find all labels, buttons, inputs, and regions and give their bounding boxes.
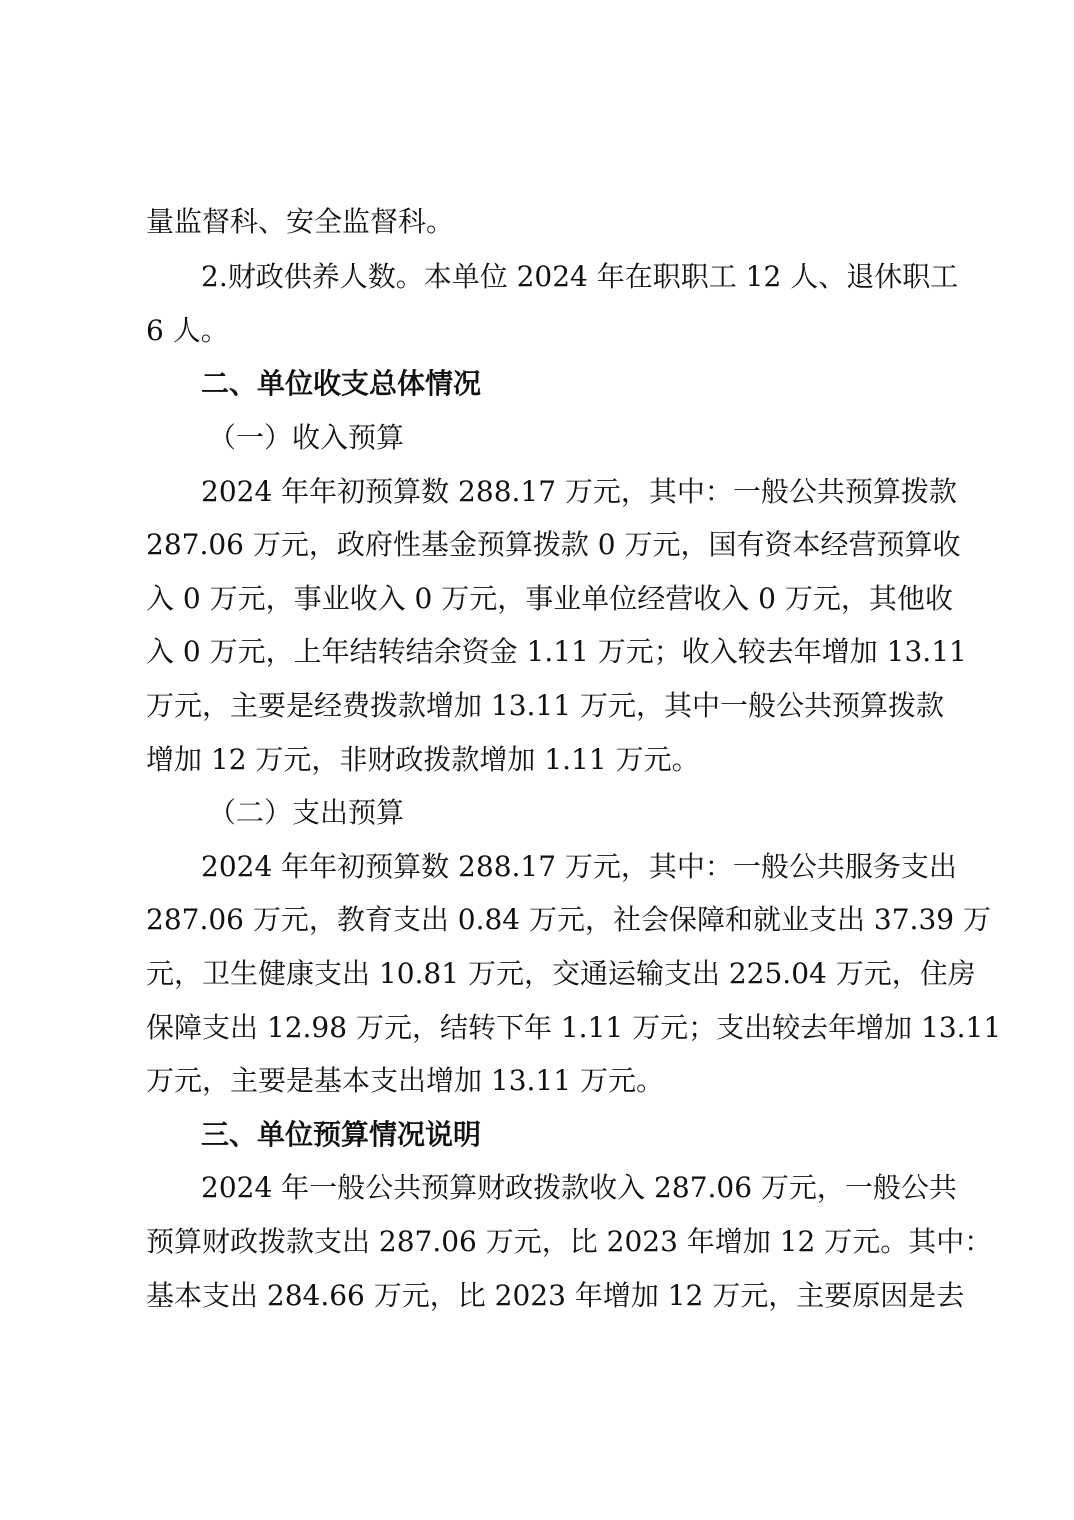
body-text-line: 基本支出 284.66 万元，比 2023 年增加 12 万元，主要原因是去	[146, 1279, 965, 1312]
body-text-line: 入 0 万元，事业收入 0 万元，事业单位经营收入 0 万元，其他收	[146, 582, 953, 615]
body-text-line: 2.财政供养人数。本单位 2024 年在职职工 12 人、退休职工	[201, 260, 959, 293]
body-text-line: 287.06 万元，政府性基金预算拨款 0 万元，国有资本经营预算收	[146, 528, 961, 561]
body-text-line: 万元，主要是经费拨款增加 13.11 万元，其中一般公共预算拨款	[146, 689, 944, 722]
body-text-line: 万元，主要是基本支出增加 13.11 万元。	[146, 1064, 664, 1097]
section-heading: 二、单位收支总体情况	[201, 367, 482, 400]
body-text-line: 元，卫生健康支出 10.81 万元，交通运输支出 225.04 万元，住房	[146, 957, 976, 990]
body-text-line: 增加 12 万元，非财政拨款增加 1.11 万元。	[146, 743, 700, 776]
body-text-line: 2024 年一般公共预算财政拨款收入 287.06 万元，一般公共	[201, 1171, 957, 1204]
section-heading: 三、单位预算情况说明	[201, 1118, 482, 1151]
subsection-heading: （二）支出预算	[208, 796, 405, 829]
body-text-line: 预算财政拨款支出 287.06 万元，比 2023 年增加 12 万元。其中：	[146, 1225, 993, 1258]
body-text-line: 2024 年年初预算数 288.17 万元，其中：一般公共预算拨款	[201, 475, 957, 508]
body-text-line: 保障支出 12.98 万元，结转下年 1.11 万元；支出较去年增加 13.11	[146, 1011, 1002, 1044]
body-text-line: 2024 年年初预算数 288.17 万元，其中：一般公共服务支出	[201, 850, 957, 883]
body-text-line: 入 0 万元，上年结转结余资金 1.11 万元；收入较去年增加 13.11	[146, 635, 967, 668]
body-text-line: 量监督科、安全监督科。	[146, 205, 455, 238]
body-text-line: 287.06 万元，教育支出 0.84 万元，社会保障和就业支出 37.39 万	[146, 903, 991, 936]
body-text-line: 6 人。	[146, 314, 229, 347]
subsection-heading: （一）收入预算	[208, 421, 405, 454]
